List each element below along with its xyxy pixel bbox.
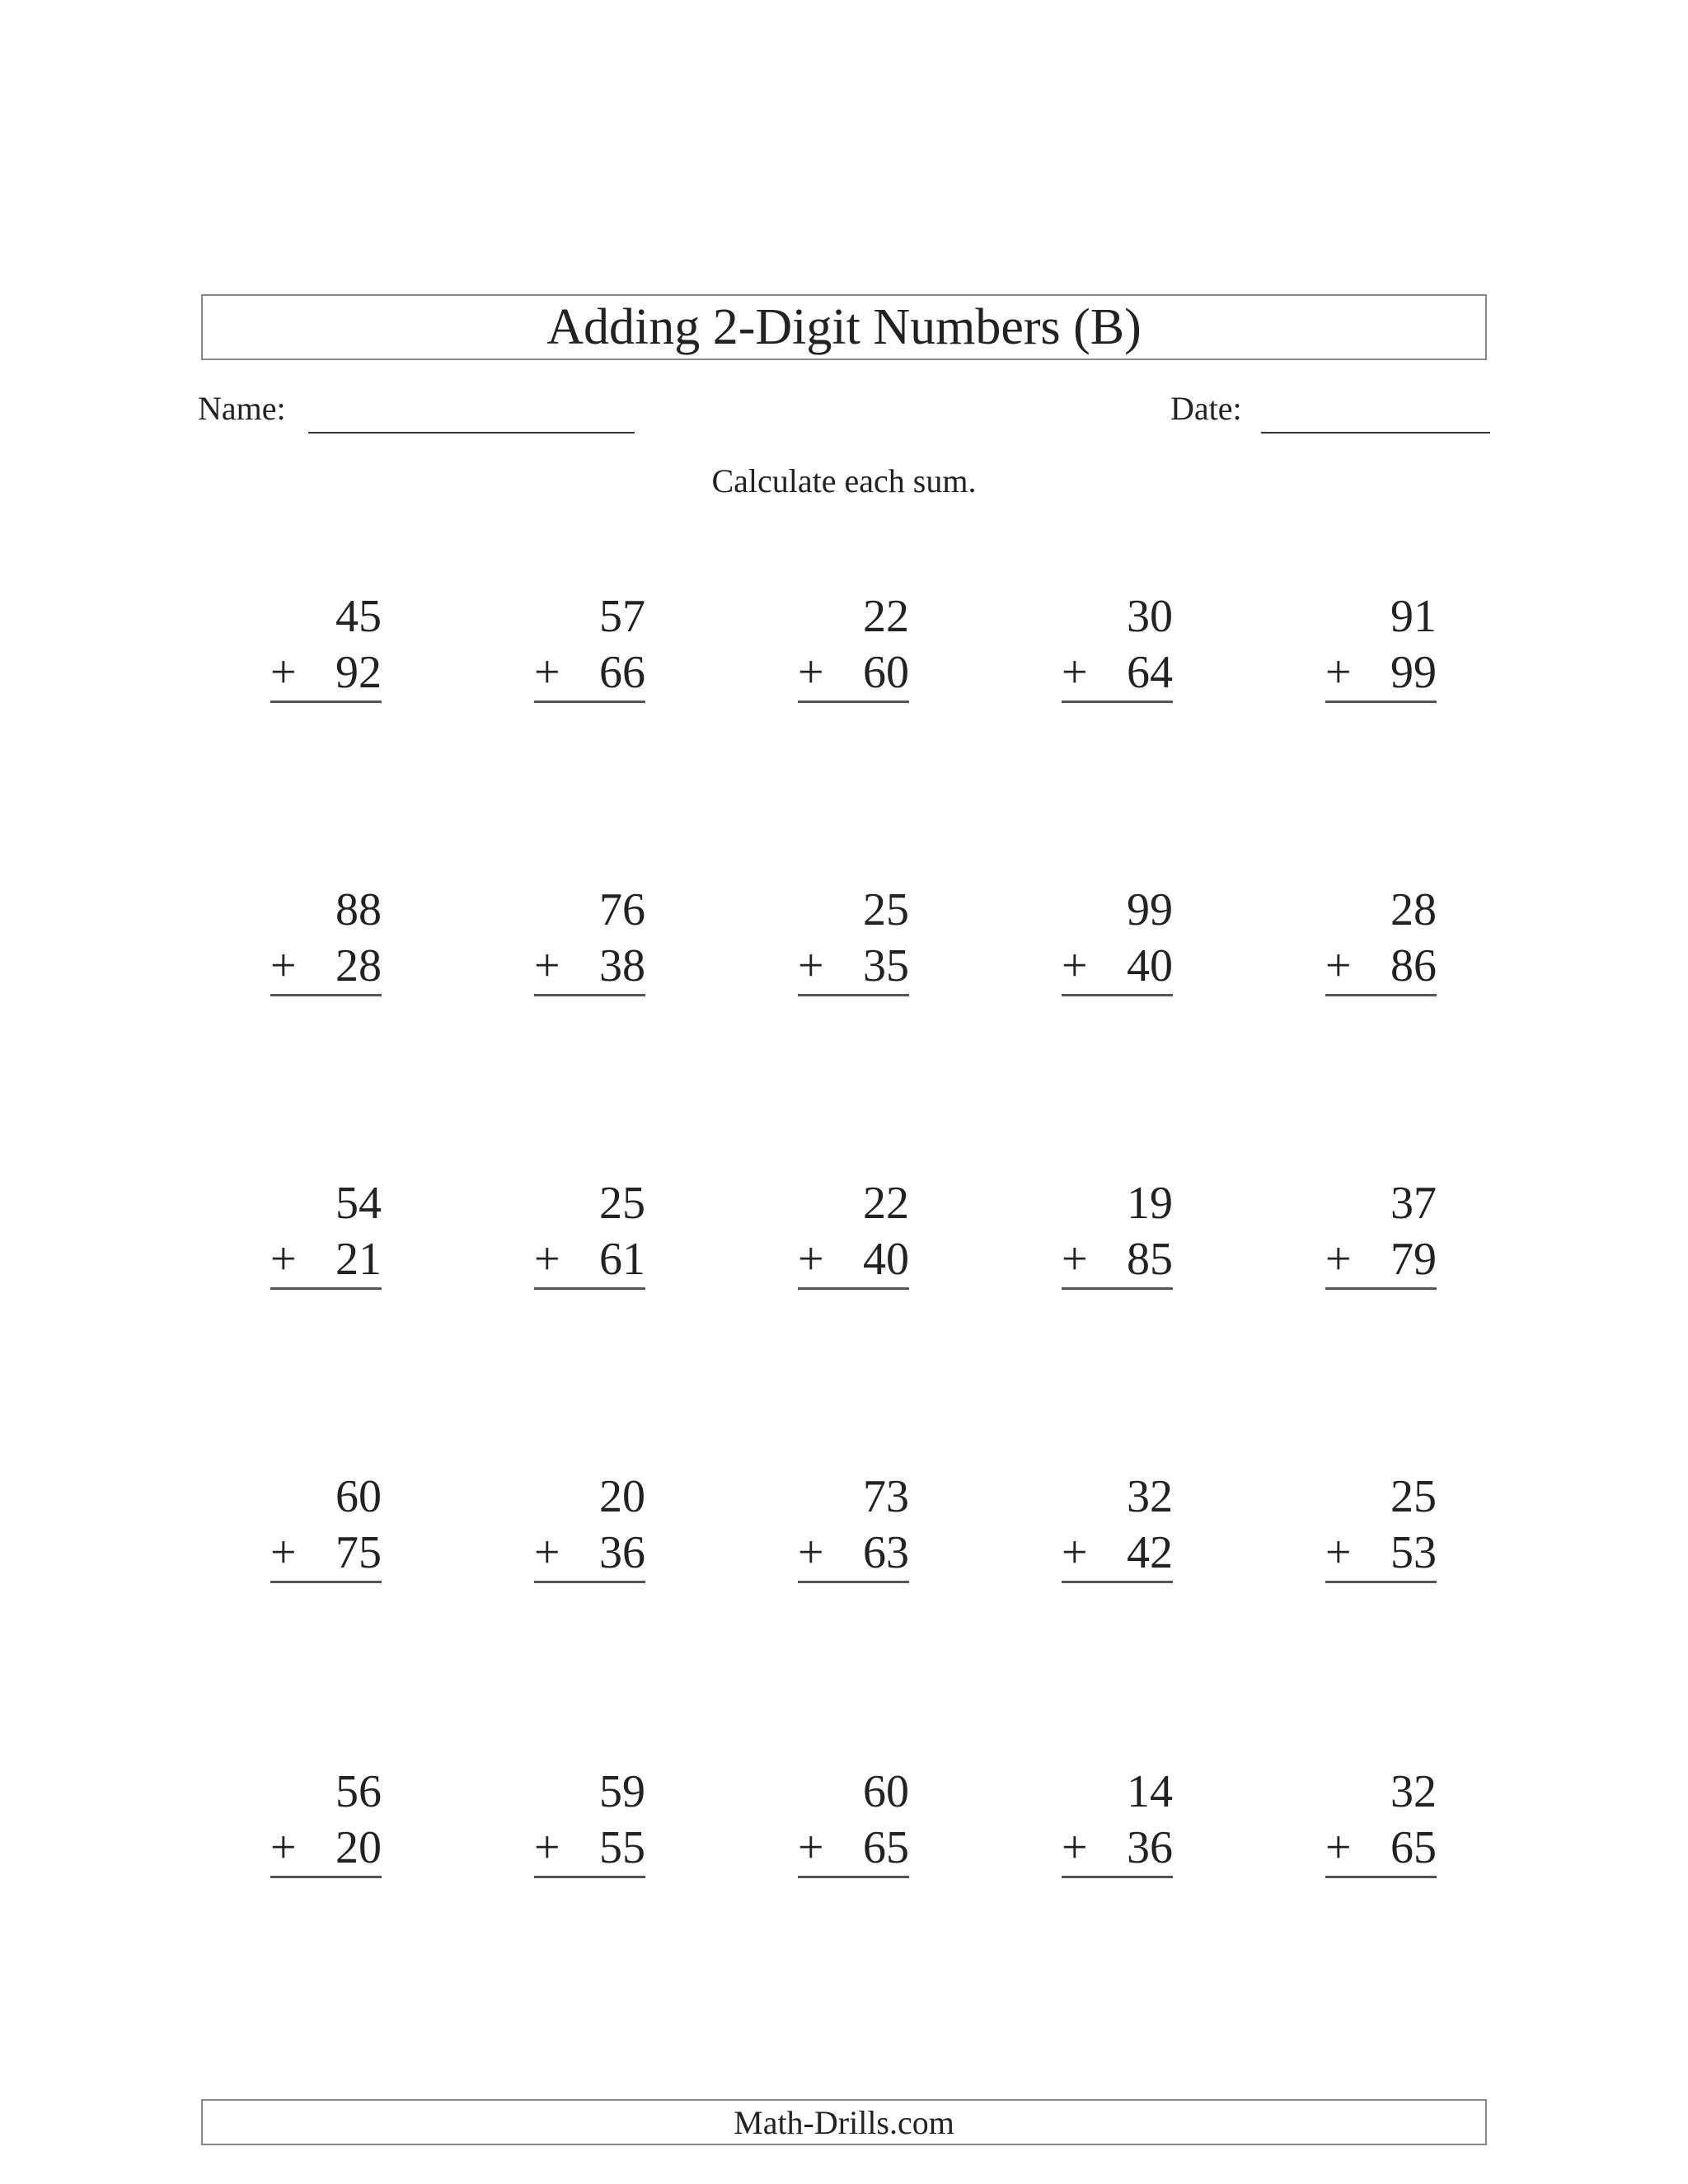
plus-sign: + [1325, 1822, 1352, 1873]
plus-sign: + [1325, 940, 1352, 991]
addend-bottom: 66 [599, 647, 645, 698]
addition-problem [798, 1764, 909, 1878]
addend-bottom: 55 [599, 1822, 645, 1873]
addend-bottom-row [798, 1525, 909, 1583]
plus-sign: + [270, 1527, 297, 1578]
addend-bottom: 65 [1390, 1822, 1437, 1873]
addition-problem [1062, 882, 1173, 996]
addition-problem [1325, 1175, 1437, 1290]
plus-sign: + [534, 1234, 560, 1285]
plus-sign: + [798, 647, 824, 698]
plus-sign: + [270, 647, 297, 698]
addend-top: 25 [599, 1178, 645, 1229]
addition-problem [1062, 588, 1173, 703]
addend-bottom-row [1062, 1525, 1173, 1583]
addition-problem [798, 1175, 909, 1290]
addition-problem [1062, 1469, 1173, 1583]
addition-problem [534, 1469, 645, 1583]
addend-bottom: 38 [599, 940, 645, 991]
addend-top: 88 [335, 884, 382, 935]
plus-sign: + [1325, 1527, 1352, 1578]
addition-problem [270, 1764, 382, 1878]
addend-bottom: 40 [863, 1234, 909, 1285]
addend-top: 32 [1127, 1471, 1173, 1522]
addend-bottom-row [1325, 938, 1437, 996]
addend-bottom: 35 [863, 940, 909, 991]
plus-sign: + [534, 1527, 560, 1578]
addend-bottom: 85 [1127, 1234, 1173, 1285]
addend-bottom-row [534, 644, 645, 703]
addition-problem [798, 588, 909, 703]
plus-sign: + [1062, 647, 1088, 698]
plus-sign: + [1325, 647, 1352, 698]
addend-top: 25 [1390, 1471, 1437, 1522]
plus-sign: + [270, 940, 297, 991]
plus-sign: + [534, 1822, 560, 1873]
addend-bottom: 20 [335, 1822, 382, 1873]
addend-bottom: 65 [863, 1822, 909, 1873]
addition-problem [270, 882, 382, 996]
addition-problem [534, 1764, 645, 1878]
plus-sign: + [798, 1234, 824, 1285]
addend-bottom-row [270, 644, 382, 703]
addend-bottom: 28 [335, 940, 382, 991]
addend-top: 91 [1390, 591, 1437, 642]
addend-top: 32 [1390, 1766, 1437, 1817]
plus-sign: + [534, 940, 560, 991]
addend-bottom-row [1062, 644, 1173, 703]
addend-bottom: 21 [335, 1234, 382, 1285]
addend-bottom-row [1325, 1820, 1437, 1878]
addend-top: 56 [335, 1766, 382, 1817]
addend-top: 28 [1390, 884, 1437, 935]
addition-problem [534, 1175, 645, 1290]
addition-problem [1325, 1469, 1437, 1583]
addition-problem [798, 882, 909, 996]
worksheet-title: Adding 2-Digit Numbers (B) [201, 294, 1487, 360]
addend-bottom: 40 [1127, 940, 1173, 991]
addend-bottom: 63 [863, 1527, 909, 1578]
addend-top: 45 [335, 591, 382, 642]
addend-bottom: 92 [335, 647, 382, 698]
addend-bottom: 36 [1127, 1822, 1173, 1873]
addend-bottom-row [1062, 1231, 1173, 1290]
addend-top: 59 [599, 1766, 645, 1817]
plus-sign: + [798, 940, 824, 991]
addend-bottom: 86 [1390, 940, 1437, 991]
addend-bottom: 99 [1390, 647, 1437, 698]
addend-top: 54 [335, 1178, 382, 1229]
plus-sign: + [270, 1234, 297, 1285]
addend-bottom-row [270, 938, 382, 996]
addition-problem [1062, 1764, 1173, 1878]
addend-bottom-row [798, 1231, 909, 1290]
addend-bottom-row [270, 1525, 382, 1583]
addend-top: 57 [599, 591, 645, 642]
plus-sign: + [1325, 1234, 1352, 1285]
addend-bottom: 79 [1390, 1234, 1437, 1285]
addition-problem [1325, 1764, 1437, 1878]
addend-top: 25 [863, 884, 909, 935]
addition-problem [534, 882, 645, 996]
addend-bottom-row [270, 1820, 382, 1878]
name-label: Name: [198, 390, 286, 427]
addend-top: 60 [335, 1471, 382, 1522]
addend-bottom-row [798, 1820, 909, 1878]
plus-sign: + [1062, 1527, 1088, 1578]
addend-bottom-row [534, 938, 645, 996]
instructions: Calculate each sum. [711, 462, 977, 499]
addend-top: 19 [1127, 1178, 1173, 1229]
addend-top: 20 [599, 1471, 645, 1522]
addend-bottom-row [534, 1525, 645, 1583]
addend-top: 76 [599, 884, 645, 935]
plus-sign: + [1062, 1234, 1088, 1285]
addend-bottom-row [1325, 1525, 1437, 1583]
addend-bottom-row [1062, 938, 1173, 996]
addend-bottom: 75 [335, 1527, 382, 1578]
addend-top: 37 [1390, 1178, 1437, 1229]
addend-top: 22 [863, 1178, 909, 1229]
addition-problem [1062, 1175, 1173, 1290]
addend-bottom-row [534, 1231, 645, 1290]
addend-top: 73 [863, 1471, 909, 1522]
addend-bottom-row [534, 1820, 645, 1878]
addend-bottom-row [1325, 644, 1437, 703]
addend-top: 99 [1127, 884, 1173, 935]
addend-bottom: 36 [599, 1527, 645, 1578]
addend-bottom-row [798, 938, 909, 996]
addend-bottom: 61 [599, 1234, 645, 1285]
plus-sign: + [1062, 1822, 1088, 1873]
plus-sign: + [1062, 940, 1088, 991]
footer: Math-Drills.com [201, 2099, 1487, 2145]
addend-top: 60 [863, 1766, 909, 1817]
addend-bottom-row [270, 1231, 382, 1290]
addend-bottom-row [1062, 1820, 1173, 1878]
addition-problem [1325, 588, 1437, 703]
date-label: Date: [1170, 390, 1242, 427]
addend-bottom-row [1325, 1231, 1437, 1290]
addend-top: 22 [863, 591, 909, 642]
addition-problem [270, 1469, 382, 1583]
addend-bottom: 64 [1127, 647, 1173, 698]
addition-problem [270, 588, 382, 703]
addend-bottom: 42 [1127, 1527, 1173, 1578]
addition-problem [270, 1175, 382, 1290]
addend-top: 14 [1127, 1766, 1173, 1817]
addition-problem [1325, 882, 1437, 996]
plus-sign: + [534, 647, 560, 698]
addend-top: 30 [1127, 591, 1173, 642]
addend-bottom: 53 [1390, 1527, 1437, 1578]
plus-sign: + [798, 1822, 824, 1873]
addition-problem [798, 1469, 909, 1583]
plus-sign: + [798, 1527, 824, 1578]
addend-bottom: 60 [863, 647, 909, 698]
addend-bottom-row [798, 644, 909, 703]
addition-problem [534, 588, 645, 703]
plus-sign: + [270, 1822, 297, 1873]
